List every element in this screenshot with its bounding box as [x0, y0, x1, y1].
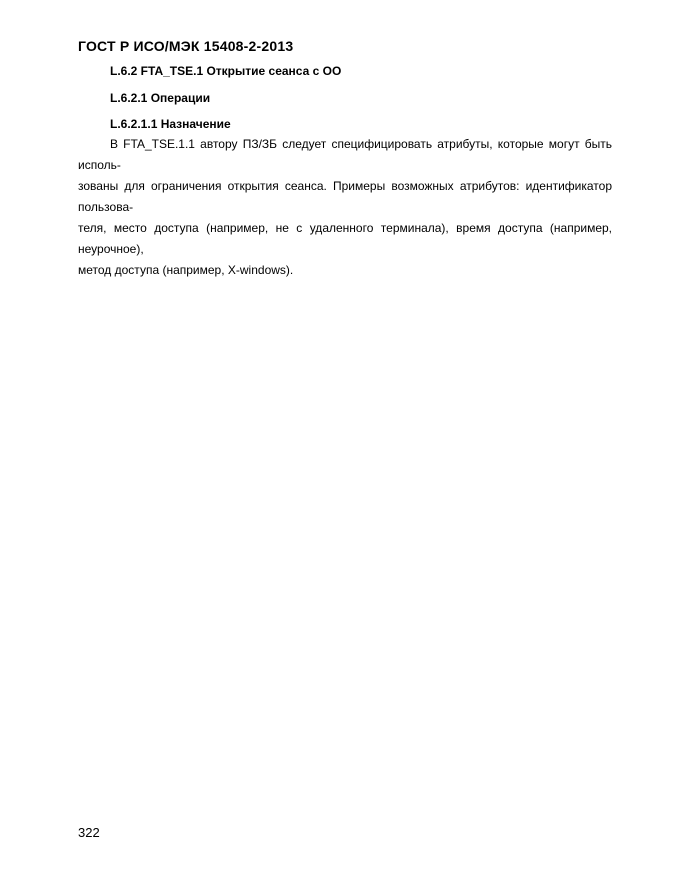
- section-heading-l-6-2: L.6.2 FTA_TSE.1 Открытие сеанса с ОО: [110, 64, 342, 78]
- paragraph-line: метод доступа (например, X-windows).: [78, 263, 294, 277]
- section-heading-l-6-2-1: L.6.2.1 Операции: [110, 91, 211, 105]
- paragraph-line: зованы для ограничения открытия сеанса. Примеры возможных атрибутов: идентификатор пользова-: [78, 179, 612, 214]
- page-number: 322: [78, 825, 100, 840]
- paragraph-line: В FTA_TSE.1.1 автору ПЗ/ЗБ следует специфицировать атрибуты, которые могут быть исполь-: [78, 137, 612, 172]
- paragraph-line: теля, место доступа (например, не с удаленного терминала), время доступа (например, неурочное),: [78, 221, 612, 256]
- document-title: ГОСТ Р ИСО/МЭК 15408-2-2013: [78, 38, 294, 54]
- section-heading-l-6-2-1-1: L.6.2.1.1 Назначение: [110, 117, 231, 131]
- body-paragraph: [78, 134, 612, 281]
